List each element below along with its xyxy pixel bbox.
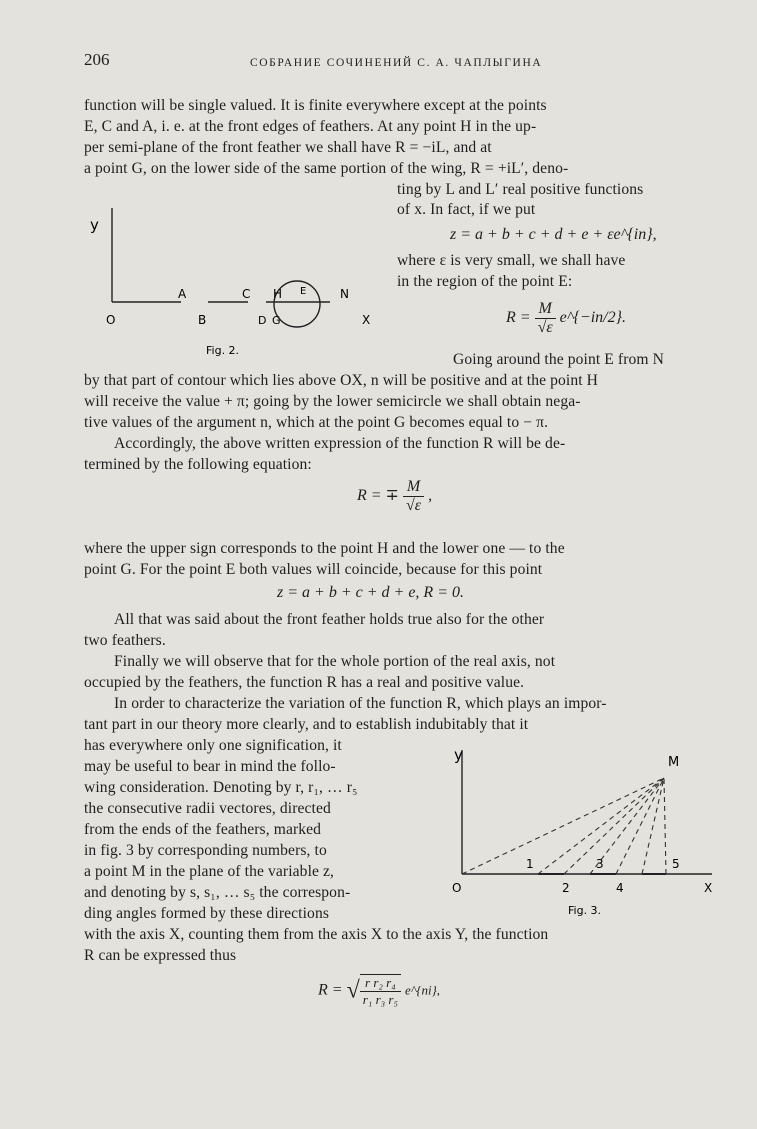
- text-line: tant part in our theory more clearly, and to establish indubitably that it: [84, 716, 529, 733]
- text-line: termined by the following equation:: [84, 456, 312, 473]
- text-line: All that was said about the front feather holds true also for the other: [114, 611, 545, 628]
- fig3-label-4: 4: [616, 881, 624, 895]
- eq2-lhs: R =: [506, 309, 531, 327]
- fig2-caption: Fig. 2.: [206, 344, 240, 357]
- text-line: will receive the value + π; going by the lower semicircle we shall obtain nega-: [84, 393, 581, 410]
- text-line: wing consideration. Denoting by r, r₁, … r₅: [84, 779, 358, 796]
- text-line: E, C and A, i. e. at the front edges of feathers. At any point H in the up-: [84, 118, 537, 135]
- page-number: 206: [84, 50, 110, 69]
- text-line: per semi-plane of the front feather we shall have R = −iL, and at: [84, 139, 492, 156]
- text-line: Accordingly, the above written expression of the function R will be de-: [114, 435, 566, 452]
- text-line: has everywhere only one signification, it: [84, 737, 342, 754]
- text-line: the consecutive radii vectores, directed: [84, 800, 331, 817]
- text-line: may be useful to bear in mind the follo-: [84, 758, 336, 775]
- figure-3: [440, 738, 720, 918]
- eq5-lhs: R =: [318, 981, 343, 999]
- fig2-label-n: N: [340, 287, 349, 301]
- fig2-label-h: H: [273, 287, 283, 301]
- text-line: Going around the point E from N: [453, 351, 664, 368]
- fig2-label-d: D: [258, 314, 267, 327]
- text-line: of x. In fact, if we put: [397, 201, 536, 218]
- text-line: in fig. 3 by corresponding numbers, to: [84, 842, 327, 859]
- text-line: ting by L and L′ real positive functions: [397, 181, 644, 198]
- eq3-numerator: M: [403, 478, 424, 497]
- fig3-label-x: X: [704, 881, 713, 895]
- text-line: a point M in the plane of the variable z,: [84, 863, 335, 880]
- fig3-label-3: 3: [596, 857, 604, 871]
- fig2-label-x: X: [362, 313, 371, 327]
- text-line: point G. For the point E both values will coincide, because for this point: [84, 561, 543, 578]
- equation-5: [318, 974, 440, 1008]
- equation-4: z = a + b + c + d + e, R = 0.: [277, 584, 464, 601]
- text-line: tive values of the argument n, which at the point G becomes equal to − π.: [84, 414, 549, 431]
- eq5-tail: e^{ni},: [405, 982, 441, 998]
- fig3-label-o: O: [452, 881, 462, 895]
- text-line: In order to characterize the variation of the function R, which plays an impor-: [114, 695, 607, 712]
- text-line: ding angles formed by these directions: [84, 905, 330, 922]
- fig3-label-2: 2: [562, 881, 570, 895]
- eq3-fraction: [403, 478, 424, 515]
- radical-sign: √: [346, 977, 360, 1004]
- fig2-label-e: E: [300, 286, 307, 297]
- fig3-label-m: M: [668, 755, 680, 770]
- fig2-label-y: y: [90, 216, 99, 234]
- eq2-fraction: [535, 300, 556, 337]
- fig2-label-b: B: [198, 313, 207, 327]
- eq3-lhs: R = ∓: [357, 487, 399, 505]
- eq2-tail: e^{−in/2}.: [559, 309, 627, 327]
- equation-2: [506, 300, 626, 337]
- text-line: R can be expressed thus: [84, 947, 237, 964]
- text-line: two feathers.: [84, 632, 166, 649]
- text-line: function will be single valued. It is finite everywhere except at the points: [84, 97, 547, 114]
- fig2-label-c: C: [242, 287, 251, 301]
- text-line: by that part of contour which lies above OX, n will be positive and at the point H: [84, 372, 599, 389]
- figure-2: [86, 188, 376, 363]
- fig3-caption: Fig. 3.: [568, 904, 602, 917]
- eq5-denominator: r₁ r₃ r₅: [362, 992, 398, 1007]
- text-line: where the upper sign corresponds to the point H and the lower one — to the: [84, 540, 565, 557]
- text-line: a point G, on the lower side of the same portion of the wing, R = +iL′, deno-: [84, 160, 569, 177]
- equation-1: z = a + b + c + d + e + εe^{in},: [450, 226, 657, 243]
- eq3-denominator: √ε: [405, 497, 422, 514]
- eq2-denominator: √ε: [537, 319, 553, 336]
- fig2-label-o: O: [106, 313, 116, 327]
- fig3-label-1: 1: [526, 857, 534, 871]
- fig2-label-a: A: [178, 287, 187, 301]
- text-line: in the region of the point E:: [397, 273, 573, 290]
- text-line: from the ends of the feathers, marked: [84, 821, 322, 838]
- fig3-label-y: y: [454, 746, 463, 764]
- text-line: Finally we will observe that for the whole portion of the real axis, not: [114, 653, 556, 670]
- text-line: where ε is very small, we shall have: [397, 252, 626, 269]
- text-line: with the axis X, counting them from the axis X to the axis Y, the function: [84, 926, 549, 943]
- fig3-label-5: 5: [672, 857, 680, 871]
- eq2-numerator: M: [535, 300, 556, 319]
- text-line: occupied by the feathers, the function R has a real and positive value.: [84, 674, 525, 691]
- running-title: СОБРАНИЕ СОЧИНЕНИЙ С. А. ЧАПЛЫГИНА: [250, 57, 543, 69]
- fig2-label-g: G: [272, 314, 281, 327]
- eq3-tail: ,: [428, 487, 433, 505]
- equation-3: [357, 478, 432, 515]
- text-line: and denoting by s, s₁, … s₅ the correspon-: [84, 884, 351, 901]
- eq5-numerator: r r₂ r₄: [360, 975, 401, 992]
- eq5-fraction: [360, 974, 401, 1008]
